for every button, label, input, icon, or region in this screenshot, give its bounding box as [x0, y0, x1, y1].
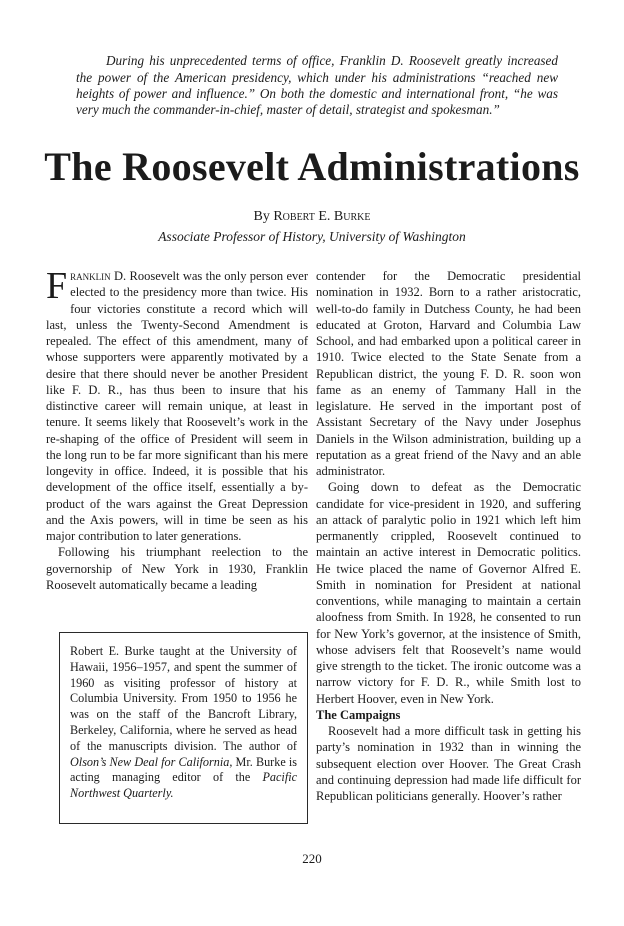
- author-bio-box: [59, 632, 308, 824]
- drop-cap: F: [46, 265, 68, 307]
- section-heading: The Campaigns: [316, 707, 401, 722]
- intro-paragraph: During his unprecedented terms of office, Franklin D. Roosevelt greatly increased the power of the American presidency, which under his administrations “reached new heights of power and influence.” On both the domestic and international front, “he was very much the commander-in-chief, master of detail, strategist and spokesman.”: [76, 53, 558, 118]
- paragraph-4: Roosevelt had a more difficult task in getting his party’s nomination in 1932 than in winning the subsequent election over Hoover. The Great Crash and continuing depression had made life difficult for Republican politicians generally. Hoover’s rather: [316, 724, 581, 803]
- paragraph-2: Following his triumphant reelection to the governorship of New York in 1930, Franklin Roosevelt automatically became a leading: [46, 545, 308, 592]
- article-title: The Roosevelt Administrations: [44, 144, 580, 189]
- book-title: Olson’s New Deal for California,: [70, 754, 233, 769]
- author-affiliation: Associate Professor of History, University of Washington: [158, 229, 466, 244]
- column-right: [316, 268, 581, 804]
- column-left: [46, 265, 308, 593]
- paragraph-2-continued: contender for the Democratic presidential nomination in 1932. Born to a rather aristocratic, well-to-do family in Dutchess County, he had been educated at Groton, Harvard and Columbia Law School, and had embarked upon a political career in 1910. Twice elected to the State Senate from a Republican district, the young F. D. R. soon won fame as an enemy of Tammany Hall in the legislature. He served in the important post of Assistant Secretary of the Navy under Josephus Daniels in the Wilson administration, building up a reputation as a great friend of the Navy and an able administrator.: [316, 269, 581, 478]
- page-number: 220: [302, 851, 322, 866]
- paragraph-3: Going down to defeat as the Democratic candidate for vice-president in 1920, and suffering an attack of paralytic polio in 1921 which left him permanently crippled, Roosevelt continued to maintain an active interest in Democratic politics. He twice placed the name of Governor Alfred E. Smith in nomination for President at national conventions, while managing to maintain a certain aloofness from Smith. In 1928, he consented to run for New York’s governor, at the insistence of Smith, whose advisers felt that Roosevelt’s name would give strength to the ticket. The ironic outcome was a narrow victory for F. D. R., while Smith lost to Herbert Hoover, even in New York.: [316, 480, 581, 706]
- author-bio: Robert E. Burke taught at the University of Hawaii, 1956–1957, and spent the summer of 1960 as visiting professor of history at Columbia University. From 1950 to 1956 he was on the staff of the Bancroft Library, Berkeley, California, where he served as head of the manuscripts division. The author of Olson’s New Deal for California, Mr. Burke is acting managing editor of the Pacific Northwest Quarterly.: [70, 644, 298, 801]
- byline: [0, 209, 624, 225]
- paragraph-1-text: D. Roosevelt was the only person ever elected to the presidency more than twice. His four victories constitute a record which will last, unless the Twenty-Second Amendment is repealed. The effect of this amendment, many of whose supporters were apparently motivated by a desire that there should never be another President like F. D. R., has thus been to insure that his distinctive career will remain unique, at least in tenure. It seems likely that Roosevelt’s work in the re-shaping of the office of President will seem in the long run to be far more significant than his mere longevity in office. Indeed, it is possible that his development of the office itself, essentially a by-product of the wars against the Great Depression and the Axis powers, will in time be seen as his major contribution to later generations.: [46, 269, 308, 543]
- journal-title: Pacific Northwest Quarterly.: [70, 770, 297, 801]
- author-name: Robert E. Burke: [273, 209, 371, 224]
- byline-prefix: By: [253, 209, 270, 224]
- paragraph-1: [46, 265, 308, 544]
- lead-word: ranklin: [70, 269, 111, 283]
